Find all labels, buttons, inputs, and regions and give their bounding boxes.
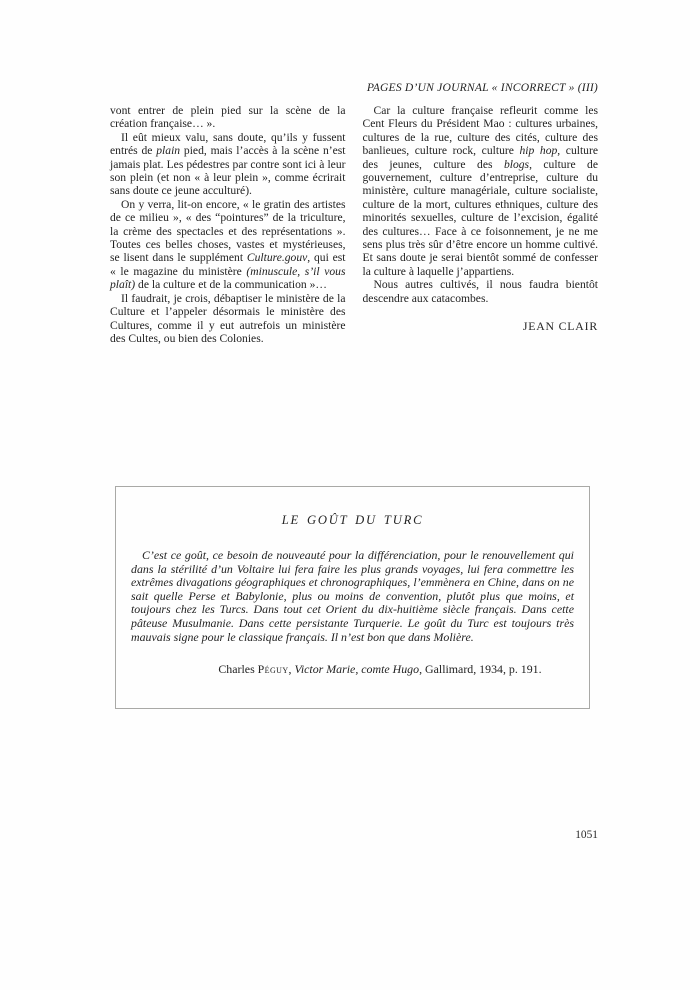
left-column (110, 104, 346, 345)
paragraph: Nous autres cultivés, il nous faudra bientôt descendre aux catacombes. (362, 278, 598, 305)
boxed-quotation (115, 486, 590, 709)
author-signature: JEAN CLAIR (522, 319, 598, 334)
quotation-title: LE GOÛT DU TURC (281, 513, 424, 527)
paragraph: On y verra, lit-on encore, « le gratin des artistes de ce milieu », « des “pointures” de la triculture, la crème des spectacles et des représentations ». Toutes ces belles choses, vastes et mystérieuses, se lisent dans le supplément Culture.gouv, qui est « le magazine du ministère (minuscule, s’il vous plaît) de la culture et de la communication »… (110, 197, 346, 292)
paragraph: C’est ce goût, ce besoin de nouveauté pour la différenciation, pour le renouvellement qui dans la stérilité d’un Voltaire lui fera faire les plus grands voyages, lui fera commettre les extrêmes divagations géographiques et chronographiques, l’emmènera en Chine, dans on ne sait quelle Perse et Babylonie, plus ou moins de convention, plutôt plus que moins, et toujours chez les Turcs. Dans tout cet Orient du dix-huitième siècle français. Dans cette pâteuse Musulmanie. Dans cette persistante Turquerie. Le goût du Turc est toujours très mauvais signe pour le classique français. Il n’est bon que dans Molière. (131, 548, 574, 644)
paragraph: Il eût mieux valu, sans doute, qu’ils y fussent entrés de plain pied, mais l’accès à la scène n’est jamais plat. Les pédestres par contre sont ici à leur son plein (et non « à leur plein », comme écrirait sans doute ce jeune acculturé). (110, 130, 346, 198)
paragraph: Car la culture française refleurit comme les Cent Fleurs du Président Mao : cultures urbaines, cultures de la rue, culture des cités, culture des banlieues, culture rock, culture hip hop, culture des jeunes, culture des blogs, culture de gouvernement, culture d’entreprise, culture du ministère, culture managériale, culture socialiste, culture de la mort, cultures ethniques, culture des minorités sexuelles, culture de l’excision, égalité des cultures… Face à ce foisonnement, je ne me sens plus très sûr d’être encore un homme cultivé. Et sans doute je serai bientôt sommé de confesser la culture à laquelle j’appartiens. (362, 104, 598, 278)
paragraph: vont entrer de plein pied sur la scène de la création française… ». (110, 104, 346, 131)
page-number: 1051 (575, 829, 598, 841)
running-header: PAGES D’UN JOURNAL « INCORRECT » (III) (366, 81, 598, 94)
quotation-body (131, 549, 574, 644)
text-columns (110, 104, 598, 345)
paragraph: Il faudrait, je crois, débaptiser le ministère de la Culture et l’appeler désormais le ministère des Cultures, comme il y eut autrefois un ministère des Cultes, ou bien des Colonies. (110, 291, 346, 345)
quotation-citation: Charles Péguy, Victor Marie, comte Hugo, Gallimard, 1934, p. 191. (218, 662, 542, 677)
right-column (363, 104, 599, 345)
